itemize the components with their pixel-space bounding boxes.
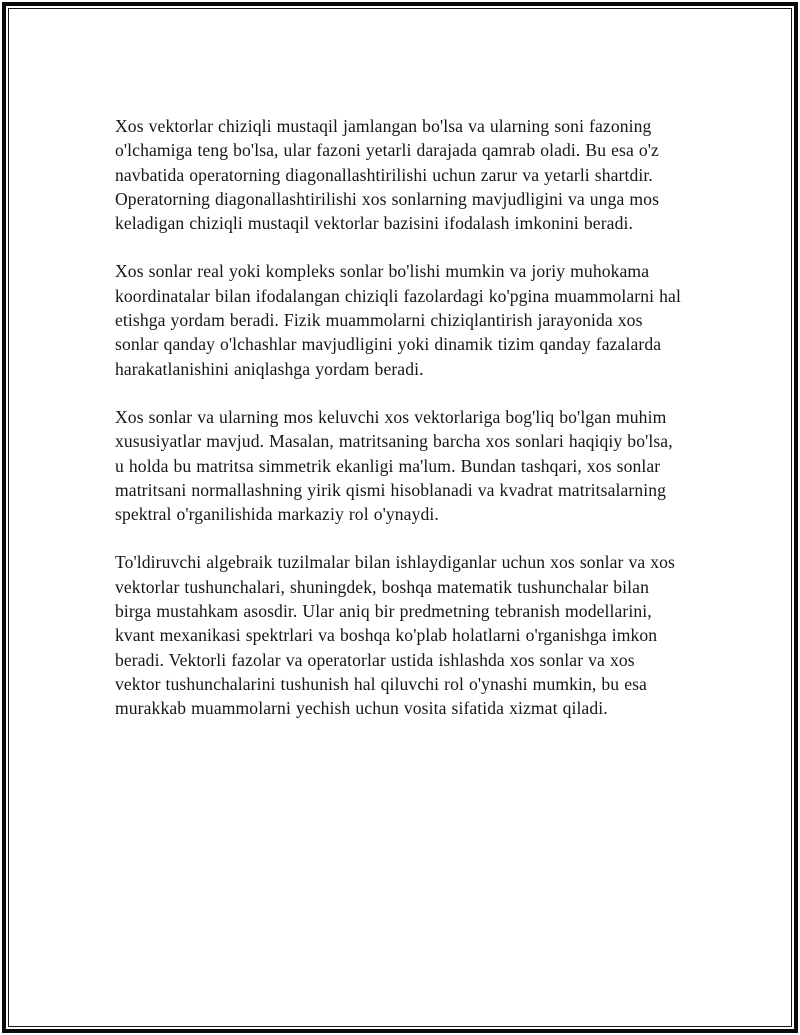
page-inner-border	[8, 8, 792, 1027]
page-outer-border	[2, 2, 798, 1033]
paragraph-1: Xos vektorlar chiziqli mustaqil jamlangan bo'lsa va ularning soni fazoning o'lchamiga teng bo'lsa, ular fazoni yetarli darajada qamrab oladi. Bu esa o'z navbatida operatorning diagonallashtirilishi uchun zarur va yetarli shartdir. Operatorning diagonallashtirilishi xos sonlarning mavjudligini va unga mos keladigan chiziqli mustaqil vektorlar bazisini ifodalash imkonini beradi.	[115, 116, 660, 234]
paragraph-3: Xos sonlar va ularning mos keluvchi xos vektorlariga bog'liq bo'lgan muhim xususiyatlar mavjud. Masalan, matritsaning barcha xos sonlari haqiqiy bo'lsa, u holda bu matritsa simmetrik ekanligi ma'lum. Bundan tashqari, xos sonlar matritsani normallashning yirik qismi hisoblanadi va kvadrat matritsalarning spektral o'rganilishida markaziy rol o'ynaydi.	[115, 406, 673, 525]
text-body	[115, 114, 691, 721]
paragraph-2: Xos sonlar real yoki kompleks sonlar bo'lishi mumkin va joriy muhokama koordinatalar bilan ifodalangan chiziqli fazolardagi ko'pgina muammolarni hal etishga yordam beradi. Fizik muammolarni chiziqlantirish jarayonida xos sonlar qanday o'lchashlar mavjudligini yoki dinamik tizim qanday fazalarda harakatlanishini aniqlashga yordam beradi.	[115, 261, 681, 379]
paragraph-4: To'ldiruvchi algebraik tuzilmalar bilan ishlaydiganlar uchun xos sonlar va xos vektorlar tushunchalari, shuningdek, boshqa matematik tushunchalar bilan birga mustahkam asosdir. Ular aniq bir predmetning tebranish modellarini, kvant mexanikasi spektrlari va boshqa ko'plab holatlarni o'rganishga imkon beradi. Vektorli fazolar va operatorlar ustida ishlashda xos sonlar va xos vektor tushunchalarini tushunish hal qiluvchi rol o'ynashi mumkin, bu esa murakkab muammolarni yechish uchun vosita sifatida xizmat qiladi.	[115, 552, 675, 719]
page-content	[9, 9, 791, 1026]
